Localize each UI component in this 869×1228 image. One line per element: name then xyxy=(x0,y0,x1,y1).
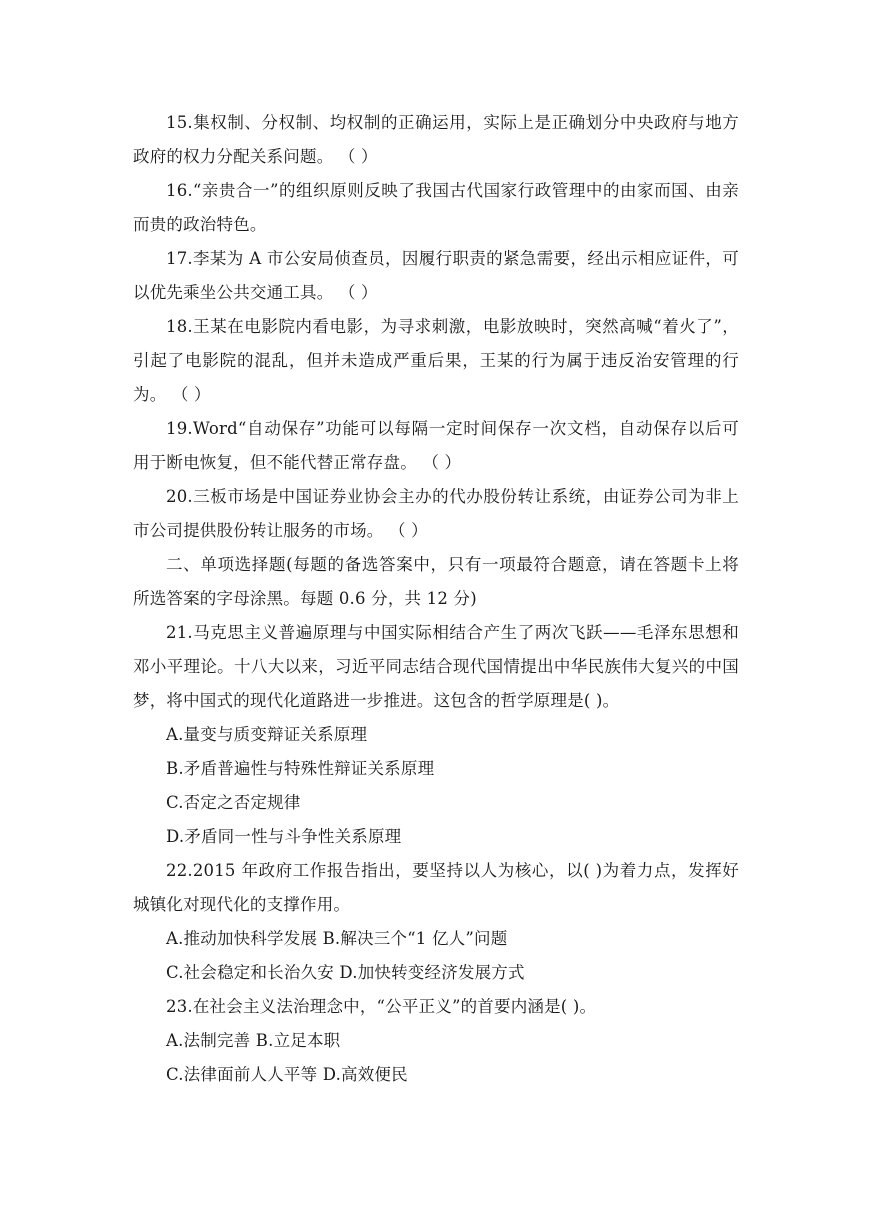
question-22: 22.2015 年政府工作报告指出，要坚持以人为核心，以( )为着力点，发挥好城镇化对现代化的支撑作用。 xyxy=(133,861,739,914)
question-23: 23.在社会主义法治理念中，“公平正义”的首要内涵是( )。 xyxy=(166,997,597,1016)
question-19: 19.Word“自动保存”功能可以每隔一定时间保存一次文档，自动保存以后可用于断电恢复，但不能代替正常存盘。 （ ） xyxy=(133,419,739,472)
section-heading-single-choice: 二、单项选择题(每题的备选答案中，只有一项最符合题意，请在答题卡上将所选答案的字母涂黑。每题 0.6 分，共 12 分) xyxy=(133,555,739,608)
question-20: 20.三板市场是中国证券业协会主办的代办股份转让系统，由证券公司为非上市公司提供股份转让服务的市场。 （ ） xyxy=(133,487,739,540)
question-22-options-ab: A.推动加快科学发展 B.解决三个“1 亿人”问题 xyxy=(166,929,508,948)
question-21-option-b: B.矛盾普遍性与特殊性辩证关系原理 xyxy=(166,759,435,778)
document-page xyxy=(133,106,739,1092)
question-21-option-d: D.矛盾同一性与斗争性关系原理 xyxy=(166,827,402,846)
question-18: 18.王某在电影院内看电影，为寻求刺激，电影放映时，突然高喊“着火了”，引起了电影院的混乱，但并未造成严重后果，王某的行为属于违反治安管理的行为。 （ ） xyxy=(133,317,739,404)
question-23-options-cd: C.法律面前人人平等 D.高效便民 xyxy=(166,1065,408,1084)
question-23-options-ab: A.法制完善 B.立足本职 xyxy=(166,1031,341,1050)
question-17: 17.李某为 A 市公安局侦查员，因履行职责的紧急需要，经出示相应证件，可以优先乘坐公共交通工具。 （ ） xyxy=(133,249,739,302)
question-15: 15.集权制、分权制、均权制的正确运用，实际上是正确划分中央政府与地方政府的权力分配关系问题。 （ ） xyxy=(133,113,739,166)
question-16: 16.“亲贵合一”的组织原则反映了我国古代国家行政管理中的由家而国、由亲而贵的政治特色。 xyxy=(133,181,739,234)
question-21-option-c: C.否定之否定规律 xyxy=(166,793,301,812)
question-21: 21.马克思主义普遍原理与中国实际相结合产生了两次飞跃——毛泽东思想和邓小平理论。十八大以来，习近平同志结合现代国情提出中华民族伟大复兴的中国梦，将中国式的现代化道路进一步推进。这包含的哲学原理是( )。 xyxy=(133,623,739,710)
question-22-options-cd: C.社会稳定和长治久安 D.加快转变经济发展方式 xyxy=(166,963,525,982)
question-21-option-a: A.量变与质变辩证关系原理 xyxy=(166,725,368,744)
